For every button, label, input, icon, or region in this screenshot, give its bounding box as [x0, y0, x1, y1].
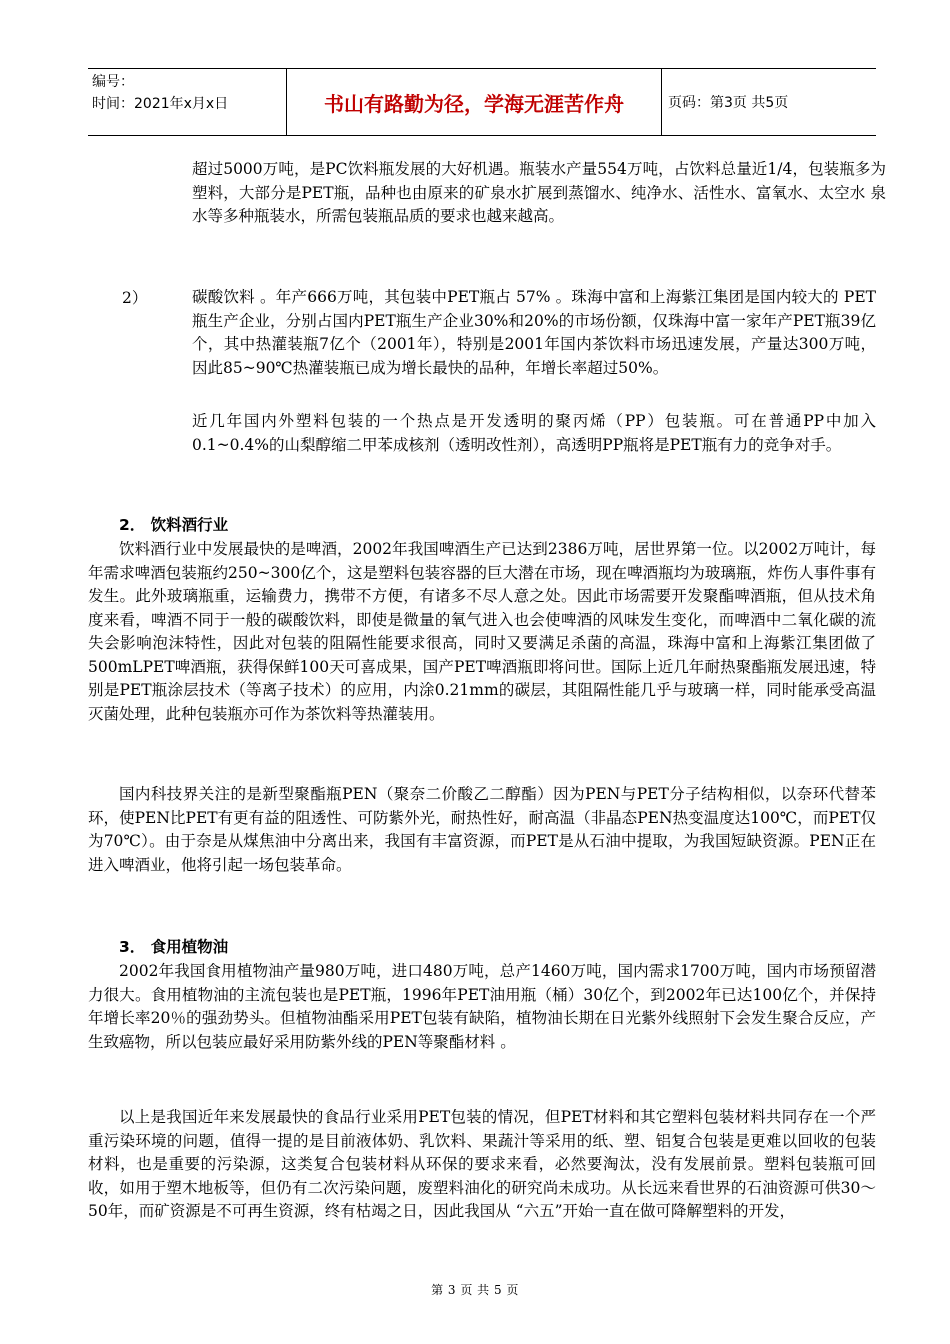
paragraph-edible-oil: 2002年我国食用植物油产量980万吨，进口480万吨，总产1460万吨，国内需求1700万吨，国内市场预留潜力很大。食用植物油的主流包装也是PET瓶，1996年PET油用瓶（桶）30亿个，到2002年已达100亿个，并保持年增长率20％的强劲势头。但植物油酯采用PET包装有缺陷，植物油长期在日光紫外线照射下会发生聚合反应，产生致癌物，所以包装应最好采用防紫外线的PEN等聚酯材料 。 — [88, 962, 876, 1051]
paragraph-pp-bottles: 近几年国内外塑料包装的一个热点是开发透明的聚丙烯（PP）包装瓶。可在普通PP中加入0.1~0.4%的山梨醇缩二甲苯成核剂（透明改性剂），高透明PP瓶将是PET瓶有力的竞争对手。 — [192, 412, 876, 454]
paragraph-beer: 饮料酒行业中发展最快的是啤酒，2002年我国啤酒生产已达到2386万吨，居世界第一位。以2002万吨计，每年需求啤酒包装瓶约250~300亿个，这是塑料包装容器的巨大潜在市场，现在啤酒瓶均为玻璃瓶，炸伤人事件事有发生。此外玻璃瓶重，运输费力，携带不方便，有诸多不尽人意之处。因此市场需要开发聚酯啤酒瓶，但从技术角度来看，啤酒不同于一般的碳酸饮料，即使是微量的氧气进入也会使啤酒的风味发生变化，而啤酒中二氧化碳的流失会影响泡沫特性，因此对包装的阻隔性能要求很高，同时又要满足杀菌的高温，珠海中富和上海紫江集团做了500mLPET啤酒瓶，获得保鲜100天可喜成果，国产PET啤酒瓶即将问世。国际上近几年耐热聚酯瓶发展迅速，特别是PET瓶涂层技术（等离子技术）的应用，内涂0.21mm的碳层，其阻隔性能几乎与玻璃一样，同时能承受高温灭菌处理，此种包装瓶亦可作为茶饮料等热灌装用。 — [88, 540, 876, 723]
list-item-number-2: 2） — [122, 289, 148, 307]
paragraph-summary: 以上是我国近年来发展最快的食品行业采用PET包装的情况，但PET材料和其它塑料包装材料共同存在一个严重污染环境的问题，值得一提的是目前液体奶、乳饮料、果蔬汁等采用的纸、塑、铝复合包装是更难以回收的包装材料，也是重要的污染源，这类复合包装材料从环保的要求来看，必然要淘汰，没有发展前景。塑料包装瓶可回收，如用于塑木地板等，但仍有二次污染问题，废塑料油化的研究尚未成功。从长远来看世界的石油资源可供30～50年，而矿资源是不可再生资源，终有枯竭之日，因此我国从 “六五”开始一直在做可降解塑料的开发， — [88, 1108, 876, 1220]
paragraph-carbonated-drinks: 碳酸饮料 。年产666万吨，其包装中PET瓶占 57% 。珠海中富和上海紫江集团是国内较大的 PET瓶生产企业，分别占国内PET瓶生产企业30%和20%的市场份额，仅珠海中富一家年产PET瓶39亿个，其中热灌装瓶7亿个（2001年），特别是2001年国内茶饮料市场迅速发展，产量达300万吨，因此85~90℃热灌装瓶已成为增长最快的品种，年增长率超过50%。 — [192, 288, 876, 377]
paragraph-pen: 国内科技界关注的是新型聚酯瓶PEN（聚奈二价酸乙二醇酯）因为PEN与PET分子结构相似，以奈环代替苯环，使PEN比PET有更有益的阻透性、可防紫外光，耐热性好，耐高温（非晶态PEN热变温度达100℃，而PET仅为70℃）。由于奈是从煤焦油中分离出来，我国有丰富资源，而PET是从石油中提取，为我国短缺资源。PEN正在进入啤酒业，他将引起一场包装革命。 — [88, 785, 876, 874]
page-header — [88, 68, 876, 136]
page-footer: 第 3 页 共 5 页 — [431, 1283, 519, 1297]
header-meta — [92, 71, 288, 133]
header-page-info: 页码：第3页 共5页 — [668, 95, 789, 111]
paragraph-bottled-water: 超过5000万吨，是PC饮料瓶发展的大好机遇。瓶装水产量554万吨，占饮料总量近1/4，包装瓶多为塑料，大部分是PET瓶，品种也由原来的矿泉水扩展到蒸馏水、纯净水、活性水、富氧水、太空水 泉水等多种瓶装水，所需包装瓶品质的要求也越来越高。 — [192, 160, 886, 225]
section-heading-beverage-alcohol: 2． 饮料酒行业 — [119, 516, 229, 534]
section-heading-edible-oil: 3． 食用植物油 — [119, 938, 229, 956]
document-time-label: 时间：2021年x月x日 — [92, 96, 229, 112]
header-motto: 书山有路勤为径，学海无涯苦作舟 — [286, 69, 662, 135]
document-number-label: 编号： — [92, 74, 134, 90]
